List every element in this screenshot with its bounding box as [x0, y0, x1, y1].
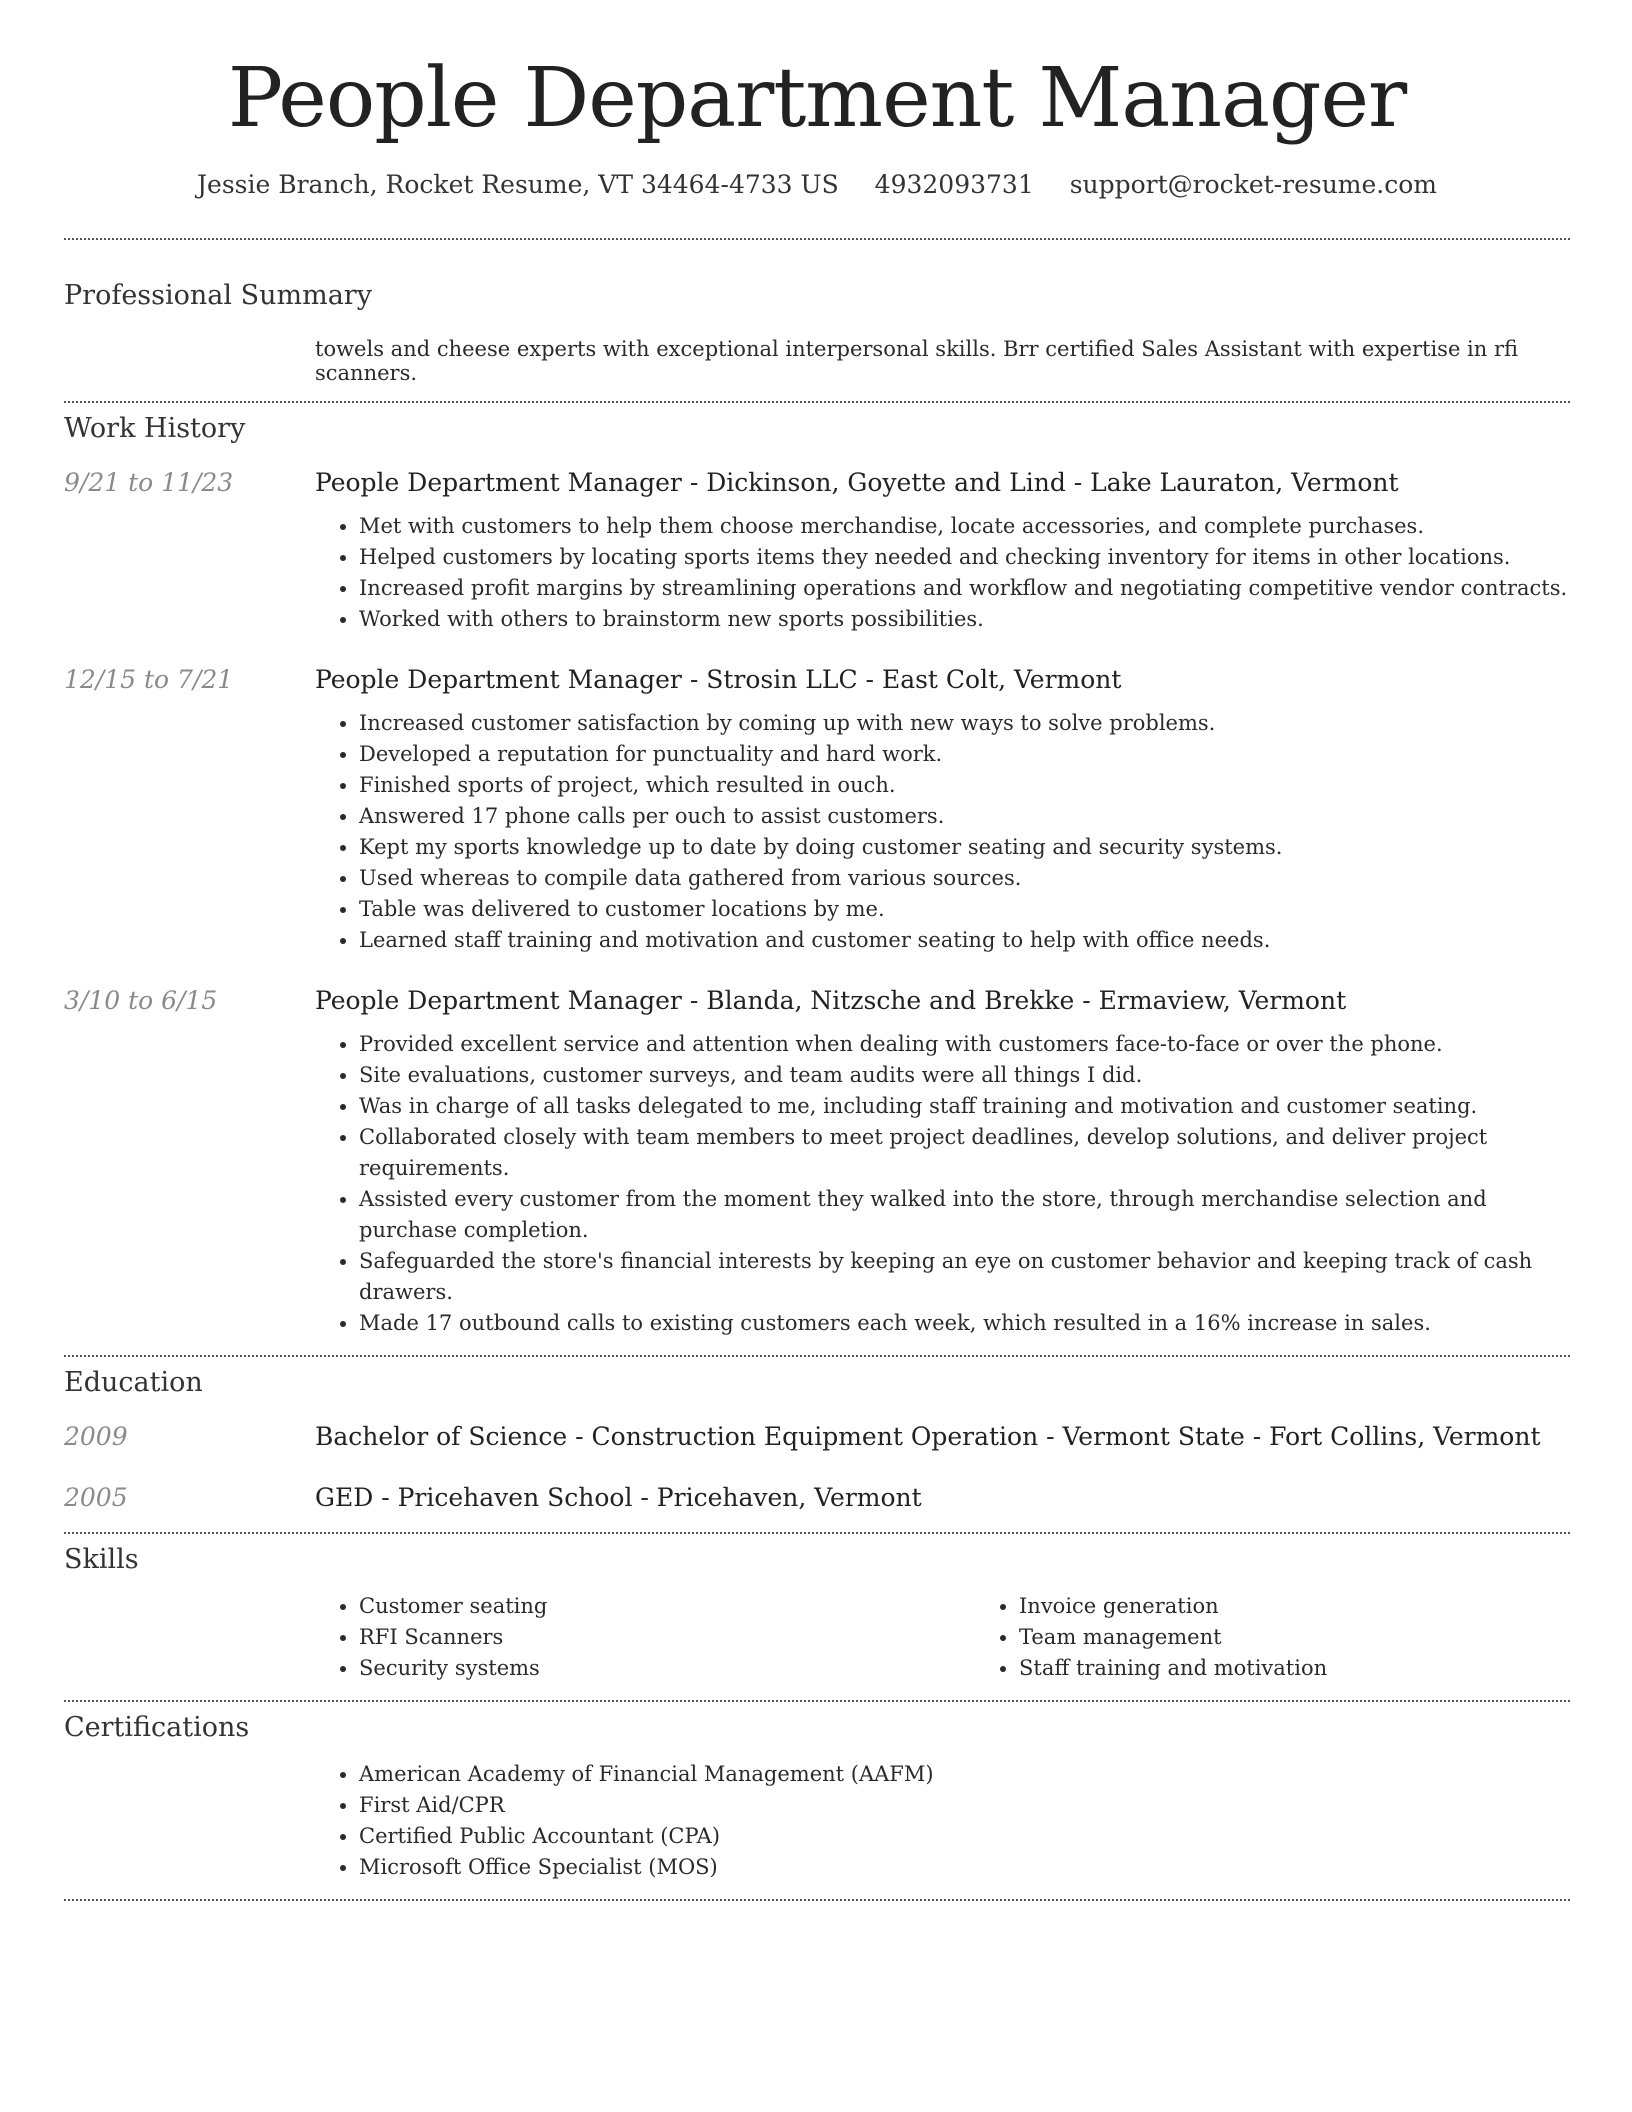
job-entry — [64, 468, 1570, 635]
list-item: • Safeguarded the store's financial interests by keeping an eye on customer behavior and keeping track of cash drawers. — [359, 1246, 1570, 1308]
skills-list-right — [975, 1591, 1632, 1684]
resume-title: People Department Manager — [227, 51, 1407, 146]
section-title-certifications: Certifications — [64, 1712, 250, 1743]
list-item: • First Aid/CPR — [359, 1790, 1570, 1821]
list-item: • Learned staff training and motivation and customer seating to help with office needs. — [359, 925, 1570, 956]
list-item: • Site evaluations, customer surveys, and team audits were all things I did. — [359, 1060, 1570, 1091]
job-bullets — [315, 1029, 1570, 1339]
list-item: • Provided excellent service and attention when dealing with customers face-to-face or over the phone. — [359, 1029, 1570, 1060]
summary-row — [64, 337, 1570, 385]
skills-list-left — [315, 1591, 975, 1684]
list-item: • Collaborated closely with team members to meet project deadlines, develop solutions, and deliver project requirements. — [359, 1122, 1570, 1184]
list-item: • Assisted every customer from the moment they walked into the store, through merchandise selection and purchase completion. — [359, 1184, 1570, 1246]
section-title-summary: Professional Summary — [64, 280, 372, 311]
list-item: • Invoice generation — [1019, 1591, 1632, 1622]
job-content — [315, 468, 1570, 635]
certifications-list — [315, 1759, 1570, 1883]
contact-phone: 4932093731 — [874, 170, 1034, 199]
list-item: • Certified Public Accountant (CPA) — [359, 1821, 1570, 1852]
certifications-spacer — [64, 1759, 315, 1883]
certifications-row — [64, 1759, 1570, 1883]
job-content — [315, 665, 1570, 956]
education-entry — [64, 1483, 1570, 1512]
list-item: • RFI Scanners — [359, 1622, 975, 1653]
job-content — [315, 986, 1570, 1339]
job-bullets — [315, 511, 1570, 635]
list-item: • Increased profit margins by streamlining operations and workflow and negotiating competitive vendor contracts. — [359, 573, 1570, 604]
list-item: • Answered 17 phone calls per ouch to assist customers. — [359, 801, 1570, 832]
job-title: People Department Manager - Blanda, Nitzsche and Brekke - Ermaview, Vermont — [315, 986, 1347, 1015]
list-item: • Table was delivered to customer locations by me. — [359, 894, 1570, 925]
divider — [64, 401, 1570, 403]
skills-grid — [315, 1591, 1632, 1684]
contact-address: Jessie Branch, Rocket Resume, VT 34464-4733 US — [197, 170, 839, 199]
list-item: • Developed a reputation for punctuality and hard work. — [359, 739, 1570, 770]
list-item: • American Academy of Financial Management (AAFM) — [359, 1759, 1570, 1790]
education-year: 2009 — [64, 1422, 128, 1451]
list-item: • Staff training and motivation — [1019, 1653, 1632, 1684]
list-item: • Increased customer satisfaction by coming up with new ways to solve problems. — [359, 708, 1570, 739]
list-item: • Security systems — [359, 1653, 975, 1684]
list-item: • Finished sports of project, which resulted in ouch. — [359, 770, 1570, 801]
job-dates: 9/21 to 11/23 — [64, 468, 234, 497]
list-item: • Used whereas to compile data gathered from various sources. — [359, 863, 1570, 894]
job-title: People Department Manager - Strosin LLC - East Colt, Vermont — [315, 665, 1122, 694]
education-text: GED - Pricehaven School - Pricehaven, Vermont — [315, 1483, 922, 1512]
education-year: 2005 — [64, 1483, 128, 1512]
section-title-education: Education — [64, 1367, 203, 1398]
list-item: • Helped customers by locating sports items they needed and checking inventory for items in other locations. — [359, 542, 1570, 573]
skills-row — [64, 1591, 1570, 1684]
job-title: People Department Manager - Dickinson, Goyette and Lind - Lake Lauraton, Vermont — [315, 468, 1399, 497]
job-bullets — [315, 708, 1570, 956]
list-item: • Was in charge of all tasks delegated to me, including staff training and motivation and customer seating. — [359, 1091, 1570, 1122]
divider — [64, 1355, 1570, 1357]
contact-email: support@rocket-resume.com — [1069, 170, 1437, 199]
list-item: • Team management — [1019, 1622, 1632, 1653]
divider — [64, 1700, 1570, 1702]
job-entry — [64, 986, 1570, 1339]
section-title-skills: Skills — [64, 1544, 139, 1575]
list-item: • Made 17 outbound calls to existing customers each week, which resulted in a 16% increase in sales. — [359, 1308, 1570, 1339]
section-title-work-history: Work History — [64, 413, 246, 444]
education-text: Bachelor of Science - Construction Equipment Operation - Vermont State - Fort Collins, Vermont — [315, 1422, 1541, 1451]
divider — [64, 1899, 1570, 1901]
education-entry — [64, 1422, 1570, 1451]
resume-page — [64, 0, 1570, 1901]
list-item: • Kept my sports knowledge up to date by doing customer seating and security systems. — [359, 832, 1570, 863]
certifications-content — [315, 1759, 1570, 1883]
contact-line — [64, 170, 1570, 199]
list-item: • Microsoft Office Specialist (MOS) — [359, 1852, 1570, 1883]
summary-text: towels and cheese experts with exceptional interpersonal skills. Brr certified Sales Assistant with expertise in rfi scanners. — [315, 337, 1519, 385]
summary-spacer — [64, 337, 315, 385]
job-dates: 3/10 to 6/15 — [64, 986, 218, 1015]
list-item: • Met with customers to help them choose merchandise, locate accessories, and complete purchases. — [359, 511, 1570, 542]
job-dates: 12/15 to 7/21 — [64, 665, 234, 694]
list-item: • Customer seating — [359, 1591, 975, 1622]
divider — [64, 238, 1570, 240]
job-entry — [64, 665, 1570, 956]
list-item: • Worked with others to brainstorm new sports possibilities. — [359, 604, 1570, 635]
skills-spacer — [64, 1591, 315, 1684]
divider — [64, 1532, 1570, 1534]
